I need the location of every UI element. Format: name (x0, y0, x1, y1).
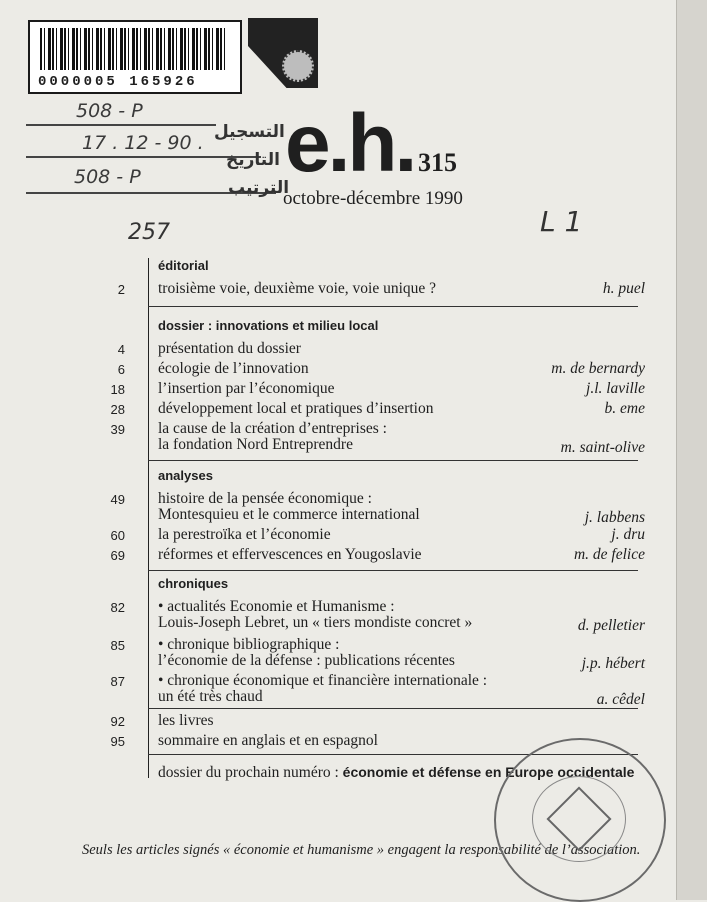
page-number: 87 (110, 674, 125, 689)
article-author: b. eme (604, 400, 645, 417)
article-title: présentation du dossier (158, 340, 301, 357)
article-author: j. labbens (584, 509, 645, 526)
article-title: l’économie de la défense : publications récentes (158, 652, 455, 669)
section-divider (148, 306, 638, 307)
article-title: • actualités Economie et Humanisme : (158, 598, 395, 615)
article-title: troisième voie, deuxième voie, voie unique ? (158, 280, 437, 297)
page-number: 4 (117, 342, 125, 357)
article-author: j.p. hébert (581, 655, 645, 672)
toc-row (100, 380, 645, 400)
toc-row (100, 526, 645, 546)
facing-page-edge (676, 0, 707, 900)
issue-period: octobre-décembre 1990 (283, 188, 463, 209)
article-title: sommaire en anglais et en espagnol (158, 732, 378, 749)
stamp-label-ar: التاريخ (226, 150, 280, 170)
logo-dot-icon (282, 50, 314, 82)
section-divider (148, 708, 638, 709)
section-title: chroniques (158, 576, 229, 591)
stamp-rule (26, 124, 216, 126)
page-number: 39 (110, 422, 125, 437)
article-author: a. cêdel (596, 691, 645, 708)
page-number: 18 (110, 382, 125, 397)
section-divider (148, 570, 638, 571)
next-issue-label: dossier du prochain numéro : (158, 764, 339, 781)
article-title: la fondation Nord Entreprendre (158, 436, 353, 453)
page-number: 69 (110, 548, 125, 563)
article-title: • chronique bibliographique : (158, 636, 340, 653)
handwritten-shelfmark: L 1 (540, 205, 583, 238)
barcode-bars (40, 28, 228, 70)
handwritten-note: 257 (128, 220, 170, 245)
page-number: 2 (117, 282, 125, 297)
journal-logo: e.h. (285, 98, 415, 189)
section-divider (148, 460, 638, 461)
article-title: la perestroïka et l’économie (158, 526, 331, 543)
toc-row (100, 436, 645, 456)
toc-row (100, 688, 645, 708)
article-author: d. pelletier (577, 617, 645, 634)
stamp-label-ar: التسجيل (214, 122, 285, 142)
page-number: 85 (110, 638, 125, 653)
article-author: m. saint-olive (560, 439, 645, 456)
stamp-label-ar: الترتيب (228, 178, 290, 198)
stamp-registration: 508 - P (76, 100, 143, 122)
toc-row (100, 400, 645, 420)
article-title: écologie de l’innovation (158, 360, 309, 377)
article-title: Louis-Joseph Lebret, un « tiers mondiste concret » (158, 614, 473, 631)
article-author: j.l. laville (586, 380, 645, 397)
page-number: 49 (110, 492, 125, 507)
toc-row (100, 546, 645, 566)
toc-row (100, 280, 645, 300)
toc-row (100, 340, 645, 360)
article-title: la cause de la création d’entreprises : (158, 420, 387, 437)
toc-row (100, 360, 645, 380)
article-author: m. de felice (573, 546, 645, 563)
stamp-order: 508 - P (74, 166, 141, 188)
barcode-number: 0000005 165926 (38, 74, 198, 90)
toc-row (100, 712, 645, 732)
section-title: analyses (158, 468, 213, 483)
section-title: éditorial (158, 258, 209, 273)
page-number: 92 (110, 714, 125, 729)
article-title: un été très chaud (158, 688, 263, 705)
page-number: 60 (110, 528, 125, 543)
article-author: m. de bernardy (551, 360, 645, 377)
toc-row (100, 652, 645, 672)
page-number: 28 (110, 402, 125, 417)
section-title: dossier : innovations et milieu local (158, 318, 379, 333)
page-number: 95 (110, 734, 125, 749)
toc-row (100, 614, 645, 634)
next-issue-topic: économie et défense en Europe occidentale (342, 764, 635, 780)
article-author: j. dru (611, 526, 645, 543)
page-number: 82 (110, 600, 125, 615)
article-title: Montesquieu et le commerce international (158, 506, 420, 523)
barcode-label (28, 20, 242, 94)
issue-number: 315 (418, 148, 457, 177)
article-title: développement local et pratiques d’insertion (158, 400, 434, 417)
footer-note: Seuls les articles signés « économie et humanisme » engagent la responsabilité de l’association. (82, 842, 641, 858)
article-title: réformes et effervescences en Yougoslavie (158, 546, 422, 563)
toc-row (100, 506, 645, 526)
article-title: • chronique économique et financière internationale : (158, 672, 488, 689)
article-title: les livres (158, 712, 214, 729)
article-title: l’insertion par l’économique (158, 380, 335, 397)
stamp-date: 17 . 12 - 90 . (82, 132, 204, 154)
article-title: histoire de la pensée économique : (158, 490, 372, 507)
article-author: h. puel (602, 280, 645, 297)
page-number: 6 (117, 362, 125, 377)
